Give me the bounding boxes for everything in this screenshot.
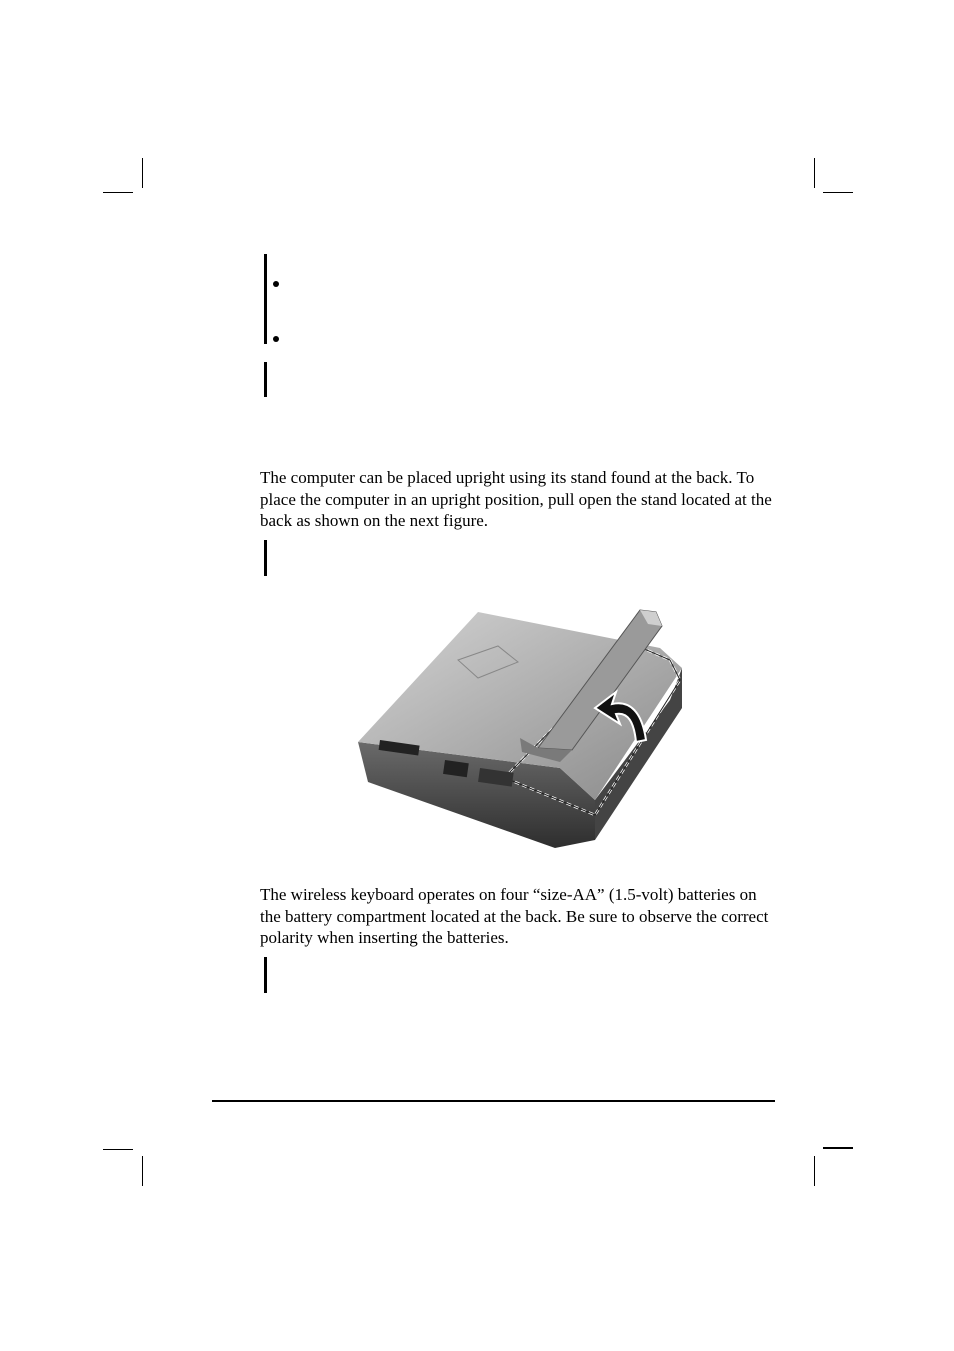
footer-rule (212, 1100, 775, 1102)
crop-mark-bottom-right-h (823, 1147, 853, 1149)
crop-mark-top-left-v (142, 158, 143, 188)
change-bar (264, 362, 267, 397)
bullet-point (273, 336, 279, 342)
change-bar (264, 540, 267, 576)
bullet-point (273, 281, 279, 287)
crop-mark-bottom-right-v (814, 1156, 815, 1186)
crop-mark-top-right-v (814, 158, 815, 188)
crop-mark-bottom-left-v (142, 1156, 143, 1186)
keyboard-paragraph: The wireless keyboard operates on four “size-AA” (1.5-volt) batteries on the battery compartment located at the back. Be sure to observe the correct polarity when inserting the batteries. (260, 885, 769, 947)
crop-mark-top-right-h (823, 192, 853, 193)
change-bar (264, 254, 267, 344)
crop-mark-top-left-h (103, 192, 133, 193)
stand-paragraph: The computer can be placed upright using its stand found at the back. To place the computer in an upright position, pull open the stand located at the back as shown on the next figure. (260, 468, 772, 530)
computer-stand-figure (350, 600, 690, 855)
crop-mark-bottom-left-h (103, 1149, 133, 1150)
change-bar (264, 957, 267, 993)
